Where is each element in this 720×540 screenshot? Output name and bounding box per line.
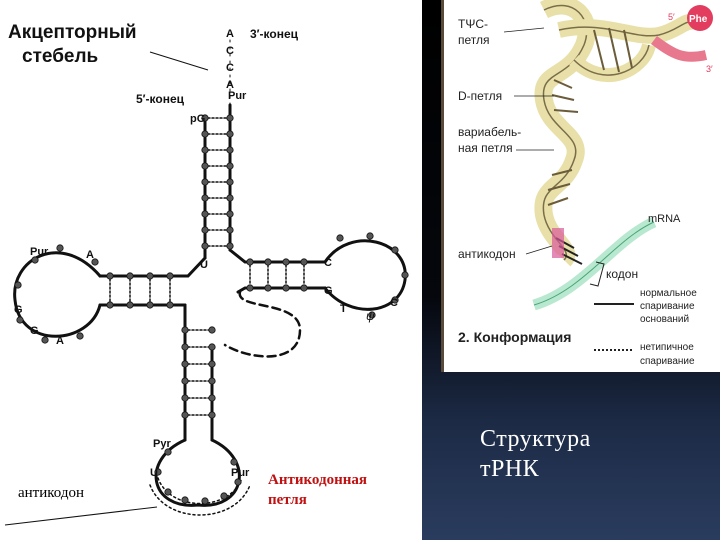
nucleotide bbox=[167, 273, 173, 279]
three-prime-end-label: 3′-конец bbox=[250, 27, 299, 41]
right-loop-psi: ψ bbox=[366, 309, 375, 323]
nucleotide bbox=[209, 361, 215, 367]
acca-c2: C bbox=[226, 62, 234, 74]
left-loop-g2: G bbox=[30, 325, 39, 337]
left-loop-a2: A bbox=[56, 335, 64, 347]
nucleotide bbox=[127, 273, 133, 279]
acceptor-stem-label-2: стебель bbox=[22, 46, 99, 67]
nucleotide bbox=[182, 327, 188, 333]
conformation-diagram bbox=[444, 0, 720, 372]
conf-label-var-1: вариабель- bbox=[458, 125, 522, 139]
left-loop-g1: G bbox=[14, 304, 23, 316]
anticodon-loop-pur: Pur bbox=[231, 467, 250, 479]
nucleotide bbox=[77, 333, 83, 339]
nucleotide bbox=[227, 147, 233, 153]
acceptor-stem-label-1: Акцепторный bbox=[8, 22, 137, 43]
nucleotide bbox=[202, 243, 208, 249]
nucleotide bbox=[202, 163, 208, 169]
acca-a1: A bbox=[226, 28, 234, 40]
nucleotide bbox=[182, 361, 188, 367]
conf-five-prime: 5′ bbox=[668, 12, 675, 22]
left-loop-a: A bbox=[86, 249, 94, 261]
nucleotide bbox=[209, 327, 215, 333]
nucleotide bbox=[107, 273, 113, 279]
nucleotide bbox=[209, 412, 215, 418]
nucleotide bbox=[247, 285, 253, 291]
nucleotide bbox=[247, 259, 253, 265]
right-loop-g: G bbox=[324, 285, 333, 297]
conf-label-tpsic-2: петля bbox=[458, 33, 490, 47]
acca-c1: C bbox=[226, 45, 234, 57]
nucleotide bbox=[392, 247, 398, 253]
right-loop-t: T bbox=[340, 303, 347, 315]
nucleotide bbox=[235, 479, 241, 485]
right-loop-c2: C bbox=[390, 297, 398, 309]
nucleotide bbox=[165, 489, 171, 495]
nucleotide bbox=[202, 227, 208, 233]
nucleotide bbox=[367, 233, 373, 239]
conf-three-prime: 3′ bbox=[706, 64, 713, 74]
left-loop-pur: Pur bbox=[30, 246, 49, 258]
backbone-strand bbox=[100, 258, 205, 276]
nucleotide bbox=[227, 227, 233, 233]
five-prime-end-label: 5′-конец bbox=[136, 92, 185, 106]
conf-caption: 2. Конформация bbox=[458, 329, 572, 345]
backbone-strand bbox=[230, 250, 325, 262]
backbone-strand bbox=[15, 253, 100, 336]
slide-title bbox=[480, 424, 680, 484]
conf-label-anticodon: антикодон bbox=[458, 247, 516, 261]
conf-label-tpsic-1: TΨC- bbox=[458, 17, 489, 31]
pur-top: Pur bbox=[228, 90, 247, 102]
nucleotide bbox=[209, 378, 215, 384]
nucleotide bbox=[283, 285, 289, 291]
nucleotide bbox=[127, 302, 133, 308]
nucleotide bbox=[227, 163, 233, 169]
nucleotide bbox=[209, 395, 215, 401]
anticodon-pointer bbox=[5, 507, 157, 525]
nucleotide bbox=[265, 259, 271, 265]
u-left: U bbox=[200, 259, 208, 271]
anticodon-label: антикодон bbox=[18, 485, 85, 501]
nucleotide bbox=[182, 344, 188, 350]
nucleotide bbox=[147, 273, 153, 279]
nucleotide bbox=[167, 302, 173, 308]
anticodon-loop-label bbox=[268, 470, 367, 510]
nucleotide bbox=[227, 179, 233, 185]
nucleotide bbox=[57, 245, 63, 251]
nucleotide bbox=[182, 412, 188, 418]
conf-legend-normal-2: спаривание bbox=[640, 301, 695, 312]
nucleotide bbox=[221, 493, 227, 499]
nucleotide bbox=[42, 337, 48, 343]
nucleotide bbox=[15, 282, 21, 288]
nucleotide bbox=[227, 115, 233, 121]
conf-label-mrna: mRNA bbox=[648, 213, 681, 225]
pg-label: pG bbox=[190, 113, 206, 125]
nucleotide bbox=[265, 285, 271, 291]
nucleotide bbox=[337, 235, 343, 241]
slide-title-line-1: Структура bbox=[480, 426, 591, 452]
nucleotide bbox=[402, 272, 408, 278]
conf-label-dloop: D-петля bbox=[458, 89, 503, 103]
right-loop-c1: C bbox=[324, 257, 332, 269]
anticodon-loop-pyr: Pyr bbox=[153, 438, 171, 450]
nucleotide bbox=[147, 302, 153, 308]
conf-label-codon: кодон bbox=[606, 267, 639, 281]
nucleotide bbox=[227, 195, 233, 201]
nucleotide bbox=[301, 259, 307, 265]
nucleotide bbox=[202, 179, 208, 185]
nucleotide bbox=[182, 497, 188, 503]
nucleotide bbox=[202, 498, 208, 504]
nucleotide bbox=[202, 211, 208, 217]
conf-legend-atypical-1: нетипичное bbox=[640, 342, 694, 353]
nucleotide bbox=[301, 285, 307, 291]
acca-a2: A bbox=[226, 79, 234, 91]
nucleotide bbox=[227, 243, 233, 249]
anticodon-loop-label-line-2: петля bbox=[268, 492, 307, 508]
nucleotide bbox=[231, 459, 237, 465]
anticodon-loop-label-line-1: Антикодонная bbox=[268, 472, 367, 488]
conf-label-var-2: ная петля bbox=[458, 141, 513, 155]
nucleotide bbox=[182, 378, 188, 384]
phe-label: Phe bbox=[689, 14, 708, 25]
nucleotide bbox=[202, 147, 208, 153]
conf-legend-normal-3: оснований bbox=[640, 314, 690, 325]
conf-legend-atypical-2: спаривание bbox=[640, 356, 695, 367]
nucleotide bbox=[17, 317, 23, 323]
trna-conformation-figure bbox=[441, 0, 720, 372]
nucleotide bbox=[107, 302, 113, 308]
conf-legend-normal-1: нормальное bbox=[640, 288, 697, 299]
anticodon-highlight bbox=[552, 228, 564, 258]
nucleotide bbox=[182, 395, 188, 401]
nucleotide bbox=[227, 211, 233, 217]
anticodon-loop-u: U bbox=[150, 467, 158, 479]
nucleotide bbox=[202, 195, 208, 201]
nucleotide bbox=[283, 259, 289, 265]
backbone-strand bbox=[225, 292, 300, 356]
nucleotide bbox=[227, 131, 233, 137]
nucleotide bbox=[209, 344, 215, 350]
slide-title-line-2: тРНК bbox=[480, 456, 540, 482]
nucleotide bbox=[202, 131, 208, 137]
acceptor-stem-pointer bbox=[150, 52, 208, 70]
